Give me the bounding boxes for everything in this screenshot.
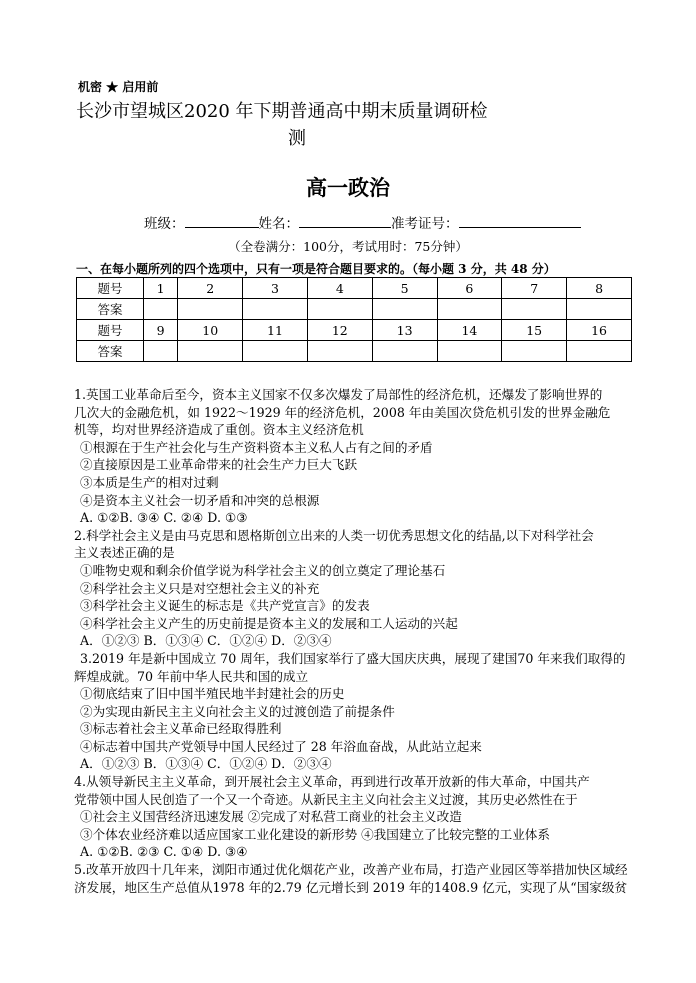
num-label-cell: 题号 [77, 278, 144, 299]
id-label: 准考证号： [391, 216, 459, 232]
table-row [77, 299, 632, 320]
choice-line: A. ①②B. ②③ C. ①④ D. ③④ [80, 844, 248, 860]
num-cell: 11 [243, 320, 308, 341]
ans-label-cell: 答案 [77, 341, 144, 362]
score-note: （全卷满分：100分，考试用时：75分钟） [228, 239, 468, 254]
exam-title [76, 98, 556, 152]
num-cell: 6 [437, 278, 502, 299]
num-cell: 16 [567, 320, 632, 341]
question-3 [74, 650, 634, 773]
answer-cell[interactable] [372, 341, 437, 362]
question-stem: 几次大的金融危机，如 1922～1929 年的经济危机，2008 年由美国次贷危机引发的世界金融危 [74, 404, 611, 420]
option-line: ②为实现由新民主主义向社会主义的过渡创造了前提条件 [80, 703, 395, 719]
ans-label-cell: 答案 [77, 299, 144, 320]
table-row [77, 341, 632, 362]
choice-line: A．①②③ B．①③④ C．①②④ D．②③④ [80, 756, 332, 772]
secret-label: 机密 ★ 启用前 [78, 80, 159, 94]
num-label-cell: 题号 [77, 320, 144, 341]
answer-cell[interactable] [307, 299, 372, 320]
question-list [74, 386, 634, 896]
answer-cell[interactable] [243, 299, 308, 320]
option-line: ④科学社会主义产生的历史前提是资本主义的发展和工人运动的兴起 [80, 615, 458, 631]
option-line: ④标志着中国共产党领导中国人民经过了 28 年浴血奋战，从此站立起来 [80, 738, 482, 754]
answer-cell[interactable] [144, 341, 178, 362]
id-blank [459, 215, 581, 228]
answer-cell[interactable] [307, 341, 372, 362]
question-stem: 辉煌成就。70 年前中华人民共和国的成立 [74, 668, 309, 684]
question-stem: 1.英国工业革命后至今，资本主义国家不仅多次爆发了局部性的经济危机，还爆发了影响世界的 [74, 387, 603, 402]
option-line: ①唯物史观和剩余价值学说为科学社会主义的创立奠定了理论基石 [80, 562, 446, 578]
answer-cell[interactable] [502, 299, 567, 320]
num-cell: 10 [178, 320, 243, 341]
question-stem: 3.2019 年是新中国成立 70 周年，我们国家举行了盛大国庆庆典，展现了建国70 年来我们取得的 [80, 650, 626, 666]
answer-cell[interactable] [372, 299, 437, 320]
title-line-1: 长沙市望城区2020 年下期普通高中期末质量调研检 [76, 101, 488, 122]
answer-cell[interactable] [502, 341, 567, 362]
num-cell: 9 [144, 320, 178, 341]
name-label: 姓名： [258, 216, 299, 232]
num-cell: 8 [567, 278, 632, 299]
option-line: ①彻底结束了旧中国半殖民地半封建社会的历史 [80, 686, 345, 702]
question-stem: 机等，均对世界经济造成了重创。资本主义经济危机 [74, 422, 364, 438]
question-stem: 4.从领导新民主主义革命，到开展社会主义革命，再到进行改革开放新的伟大革命，中国共产 [74, 774, 590, 790]
option-line: ③标志着社会主义革命已经取得胜利 [80, 721, 282, 737]
question-4 [74, 773, 634, 861]
subject-title: 高一政治 [306, 176, 390, 200]
num-cell: 2 [178, 278, 243, 299]
answer-cell[interactable] [178, 299, 243, 320]
student-info-line [144, 212, 581, 232]
section-title: 一、在每小题所列的四个选项中，只有一项是符合题目要求的。（每小题 3 分，共 48 分） [76, 262, 556, 276]
answer-cell[interactable] [437, 299, 502, 320]
answer-table [76, 277, 632, 362]
choice-line: A．①②③ B．①③④ C．①②④ D．②③④ [80, 633, 332, 649]
option-line: ②科学社会主义只是对空想社会主义的补充 [80, 580, 320, 596]
question-stem: 主义表述正确的是 [74, 545, 175, 561]
answer-cell[interactable] [567, 341, 632, 362]
option-line: ①根源在于生产社会化与生产资料资本主义私人占有之间的矛盾 [80, 439, 433, 455]
answer-cell[interactable] [144, 299, 178, 320]
option-line: ④是资本主义社会一切矛盾和冲突的总根源 [80, 492, 320, 508]
option-line: ③科学社会主义诞生的标志是《共产党宣言》的发表 [80, 598, 370, 614]
class-blank [185, 215, 259, 228]
num-cell: 14 [437, 320, 502, 341]
question-5 [74, 861, 634, 896]
class-label: 班级： [144, 216, 185, 232]
option-line: ②直接原因是工业革命带来的社会生产力巨大飞跃 [80, 457, 358, 473]
question-stem: 5.改革开放四十几年来，浏阳市通过优化烟花产业，改善产业布局，打造产业园区等举措加快区域经 [74, 862, 628, 878]
num-cell: 13 [372, 320, 437, 341]
num-cell: 3 [243, 278, 308, 299]
name-blank [299, 215, 391, 228]
answer-cell[interactable] [567, 299, 632, 320]
answer-cell[interactable] [437, 341, 502, 362]
choice-line: A. ①②B. ③④ C. ②④ D. ①③ [80, 510, 248, 526]
question-stem: 党带领中国人民创造了一个又一个奇迹。从新民主主义向社会主义过渡，其历史必然性在于 [74, 791, 578, 807]
num-cell: 15 [502, 320, 567, 341]
answer-cell[interactable] [178, 341, 243, 362]
question-stem: 2.科学社会主义是由马克思和恩格斯创立出来的人类一切优秀思想文化的结晶,以下对科学社会 [74, 527, 594, 543]
table-row [77, 320, 632, 341]
num-cell: 12 [307, 320, 372, 341]
answer-cell[interactable] [243, 341, 308, 362]
num-cell: 7 [502, 278, 567, 299]
question-2 [74, 527, 634, 650]
option-line: ③个体农业经济难以适应国家工业化建设的新形势 ④我国建立了比较完整的工业体系 [80, 826, 550, 842]
option-line: ①社会主义国营经济迅速发展 ②完成了对私营工商业的社会主义改造 [80, 809, 462, 825]
num-cell: 1 [144, 278, 178, 299]
table-row [77, 278, 632, 299]
question-stem: 济发展，地区生产总值从1978 年的2.79 亿元增长到 2019 年的1408.9 亿元，实现了从“国家级贫 [74, 879, 628, 895]
option-line: ③本质是生产的相对过剩 [80, 474, 219, 490]
num-cell: 5 [372, 278, 437, 299]
question-1 [74, 386, 634, 527]
num-cell: 4 [307, 278, 372, 299]
title-line-2: 测 [288, 128, 306, 149]
